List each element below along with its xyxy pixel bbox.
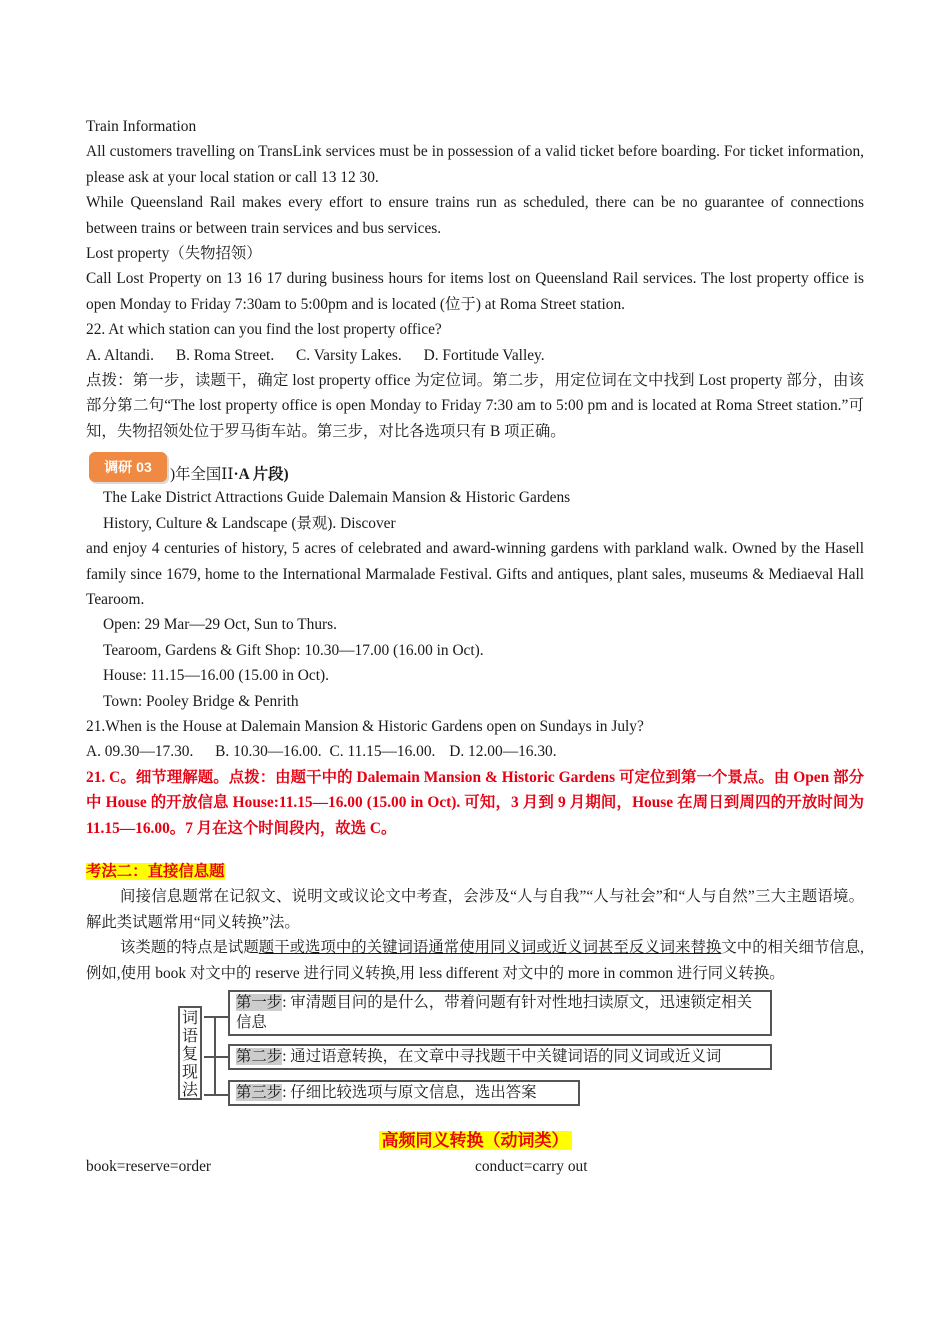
section-03-header xyxy=(86,450,864,500)
train-info-title: Train Information xyxy=(86,118,197,135)
section-03-source: )年全国ⅠⅠ·A 片段) xyxy=(170,466,289,484)
passage-title: The Lake District Attractions Guide Dalemain Mansion & Historic Gardens xyxy=(103,489,571,507)
document-page xyxy=(86,114,864,1180)
diagram-connector xyxy=(204,1016,228,1018)
diagram-step-2: 第二步: 通过语意转换，在文章中寻找题干中关键词语的同义词或近义词 xyxy=(228,1044,772,1070)
diagram-connector xyxy=(204,1094,228,1096)
lost-property-paragraph: Call Lost Property on 13 16 17 during business hours for items lost on Queensland Rail services. The lost property office is open Monday to Friday 7:30am to 5:00pm and is located (位于) at Roma Street station. xyxy=(86,270,864,313)
option-c: C. Varsity Lakes. xyxy=(296,346,402,364)
option-c: C. 11.15—16.00. xyxy=(329,743,436,761)
option-b: B. Roma Street. xyxy=(175,346,275,364)
option-a: A. 09.30—17.30. xyxy=(86,743,194,761)
method-paragraph: 间接信息题常在记叙文、说明文或议论文中考查，会涉及“人与自我”“人与社会”和“人与自然”三大主题语境。解此类试题常用“同义转换”法。 xyxy=(86,888,864,931)
method-heading: 考法二：直接信息题 xyxy=(86,862,225,880)
question-21-options xyxy=(86,739,864,764)
synonyms-row xyxy=(86,1154,864,1179)
diagram-connector xyxy=(204,1056,228,1058)
passage-paragraph: and enjoy 4 centuries of history, 5 acres of celebrated and award-winning gardens with parkland walk. Owned by the Hasell family since 1679, home to the International Marmalade Festival. Gifts and antiques, plant sales, museums & Mediaeval Hall Tearoom. xyxy=(86,540,864,608)
diagram-label: 词语复现法 xyxy=(178,1006,202,1100)
diagram-step-1: 第一步: 审清题目问的是什么，带着问题有针对性地扫读原文，迅速锁定相关信息 xyxy=(228,990,772,1036)
option-b: B. 10.30—16.00. xyxy=(215,743,322,761)
question-21-answer: 21. C。细节理解题。点拨：由题干中的 Dalemain Mansion & Historic Gardens 可定位到第一个景点。由 Open 部分中 House 的开放信息 House:11.15—16.00 (15.00 in Oct). 可知，3 月到 9 月期间，House 在周日到周四的开放时间为 11.15—16.00。7 月在这个时间段内，故选 C。 xyxy=(86,768,864,837)
research-badge: 调研 03 xyxy=(89,452,167,482)
question-21: 21.When is the House at Dalemain Mansion & Historic Gardens open on Sundays in July? xyxy=(86,717,644,735)
method-diagram xyxy=(178,990,778,1112)
question-22-analysis: 点拨：第一步，读题干，确定 lost property office 为定位词。第二步，用定位词在文中找到 Lost property 部分，由该部分第二句“The lost property office is open Monday to Friday 7:30 am to 5:00 pm and is located at Roma Street station.”可知，失物招领处位于罗马街车站。第三步，对比各选项只有 B 项正确。 xyxy=(86,372,864,440)
synonym-right: conduct=carry out xyxy=(475,1158,588,1176)
option-a: A. Altandi. xyxy=(86,346,154,364)
passage-tearoom: Tearoom, Gardens & Gift Shop: 10.30—17.00 (16.00 in Oct). xyxy=(103,641,484,659)
diagram-connector xyxy=(214,1016,216,1094)
option-d: D. Fortitude Valley. xyxy=(423,346,545,364)
train-info-paragraph: All customers travelling on TransLink services must be in possession of a valid ticket before boarding. For ticket information, please ask at your local station or call 13 12 30. xyxy=(86,143,864,186)
method-paragraph: 该类题的特点是试题题干或选项中的关键词语通常使用同义词或近义词甚至反义词来替换文中的相关细节信息,例如,使用 book 对文中的 reserve 进行同义转换,用 less different 对文中的 more in common 进行同义转换。 xyxy=(86,939,864,982)
diagram-step-3: 第三步: 仔细比较选项与原文信息，选出答案 xyxy=(228,1080,580,1106)
lost-property-title: Lost property（失物招领） xyxy=(86,245,262,263)
train-info-paragraph: While Queensland Rail makes every effort to ensure trains run as scheduled, there can be no guarantee of connections between trains or between train services and bus services. xyxy=(86,194,864,237)
passage-subtitle: History, Culture & Landscape (景观). Discover xyxy=(103,514,396,532)
passage-house: House: 11.15—16.00 (15.00 in Oct). xyxy=(103,667,329,685)
synonym-left: book=reserve=order xyxy=(86,1158,212,1176)
passage-town: Town: Pooley Bridge & Penrith xyxy=(103,692,299,710)
question-22: 22. At which station can you find the lost property office? xyxy=(86,321,442,339)
synonyms-title: 高频同义转换（动词类） xyxy=(86,1128,864,1154)
option-d: D. 12.00—16.30. xyxy=(449,743,557,761)
question-22-options xyxy=(86,343,864,368)
passage-open: Open: 29 Mar—29 Oct, Sun to Thurs. xyxy=(103,616,337,634)
